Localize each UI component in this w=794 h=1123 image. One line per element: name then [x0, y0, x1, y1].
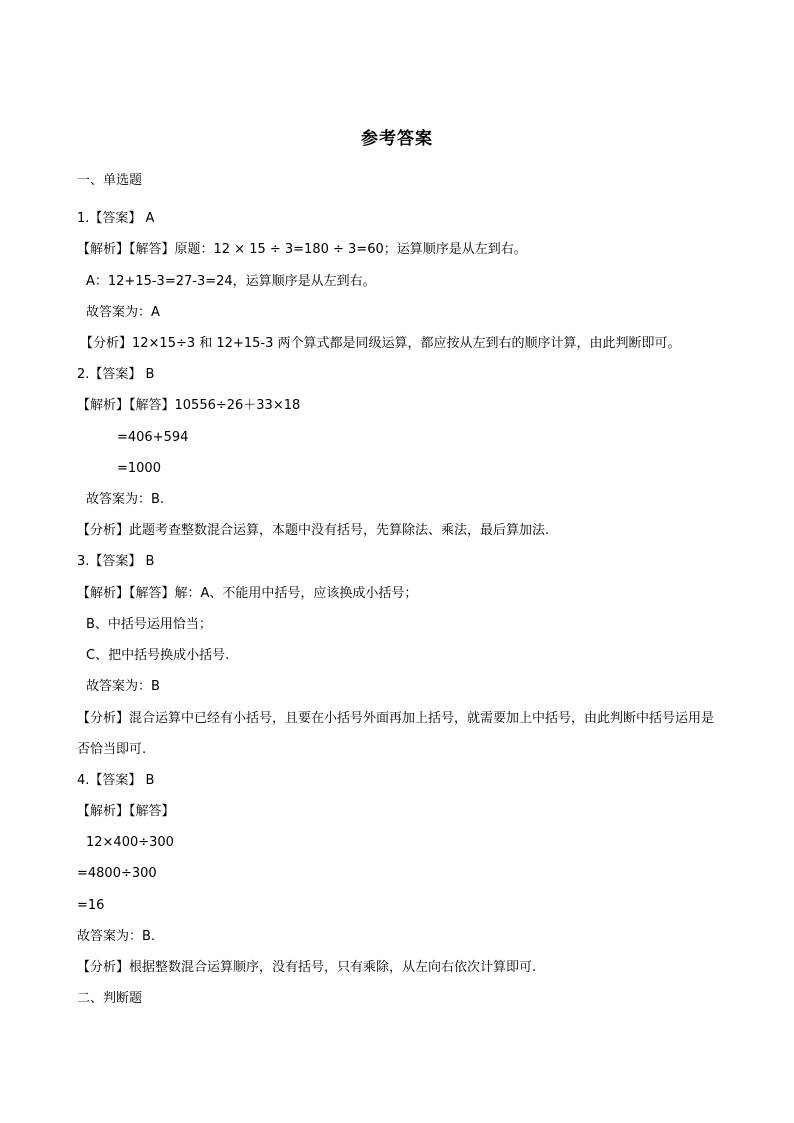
explanation-3-option-b: B、中括号运用恰当； — [86, 617, 212, 632]
explanation-3: 【解析】【解答】解：A、不能用中括号，应该换成小括号； — [77, 586, 418, 601]
answer-3: 3.【答案】 B — [77, 554, 155, 569]
conclusion-4: 故答案为：B. — [77, 929, 156, 944]
explanation-4-step-3: =16 — [77, 898, 105, 913]
explanation-2-step-1: =406+594 — [117, 430, 189, 445]
explanation-4-step-1: 12×400÷300 — [86, 835, 174, 850]
conclusion-2: 故答案为：B. — [86, 492, 165, 507]
section-heading-single-choice: 一、单选题 — [77, 173, 143, 188]
section-heading-true-false: 二、判断题 — [77, 991, 143, 1006]
answer-4: 4.【答案】 B — [77, 773, 155, 788]
analysis-4: 【分析】根据整数混合运算顺序，没有括号，只有乘除，从左向右依次计算即可. — [77, 960, 537, 975]
explanation-1-option-a: A：12+15-3=27-3=24，运算顺序是从左到右。 — [86, 274, 376, 289]
explanation-4-step-2: =4800÷300 — [77, 866, 157, 881]
explanation-3-option-c: C、把中括号换成小括号. — [86, 648, 230, 663]
explanation-4: 【解析】【解答】 — [77, 804, 175, 819]
explanation-2: 【解析】【解答】10556÷26＋33×18 — [77, 398, 301, 413]
explanation-2-step-2: =1000 — [117, 461, 161, 476]
answer-2: 2.【答案】 B — [77, 367, 155, 382]
analysis-1: 【分析】12×15÷3 和 12+15-3 两个算式都是同级运算，都应按从左到右的顺序计算，由此判断即可。 — [80, 336, 681, 351]
explanation-1: 【解析】【解答】原题：12 × 15 ÷ 3=180 ÷ 3=60；运算顺序是从左到右。 — [77, 242, 527, 257]
conclusion-1: 故答案为：A — [86, 305, 160, 320]
analysis-2: 【分析】此题考查整数混合运算，本题中没有括号，先算除法、乘法，最后算加法. — [77, 523, 550, 538]
answer-1: 1.【答案】 A — [77, 211, 155, 226]
analysis-3: 【分析】混合运算中已经有小括号，且要在小括号外面再加上括号，就需要加上中括号，由此判断中括号运用是否恰当即可. — [77, 711, 715, 757]
page-title: 参考答案 — [361, 129, 433, 149]
conclusion-3: 故答案为：B — [86, 679, 160, 694]
